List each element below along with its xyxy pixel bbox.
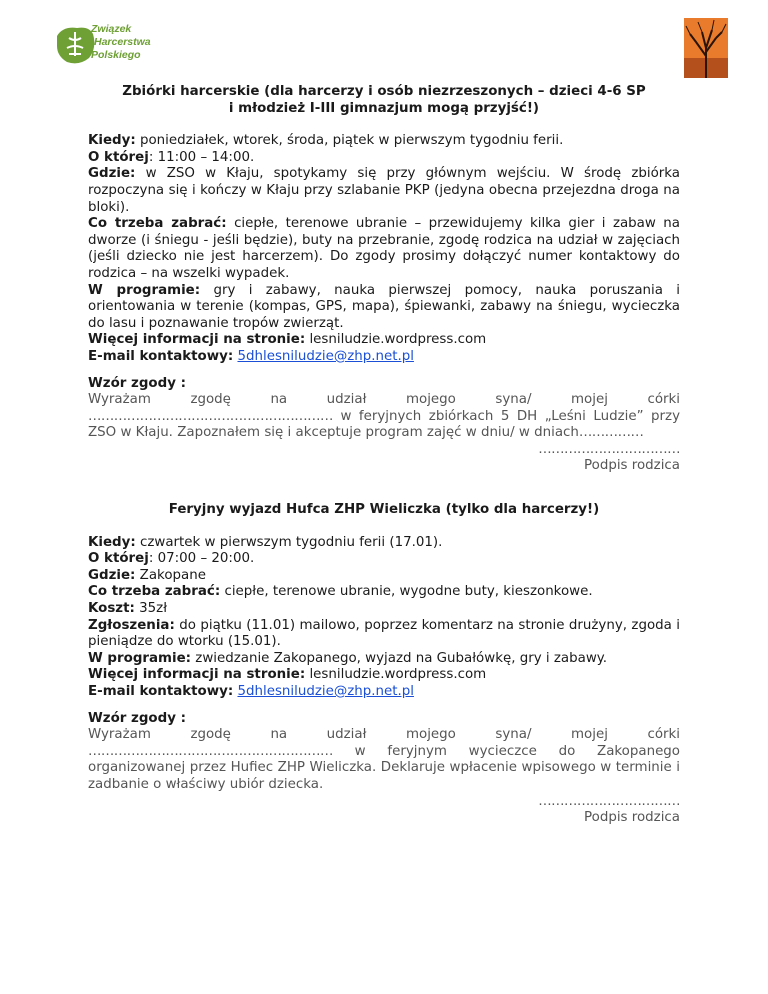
logo-line-2: Harcerstwa [94, 36, 151, 48]
s2-where: Gdzie: Zakopane [88, 567, 206, 583]
s2-time: O której: 07:00 – 20:00. [88, 551, 255, 567]
s2-info: Więcej informacji na stronie: lesniludzie.wordpress.com [88, 667, 487, 683]
s2-cost: Koszt: 35zł [88, 601, 168, 617]
s1-consent-label: Wzór zgody : [88, 375, 186, 391]
zhp-logo [55, 22, 167, 68]
s1-when: Kiedy: poniedziałek, wtorek, środa, piątek w pierwszym tygodniu ferii. [88, 133, 564, 149]
logo-line-3: Polskiego [91, 49, 141, 61]
s1-where: Gdzie: w ZSO w Kłaju, spotykamy się przy głównym wejściu. W środę zbiórka rozpoczyna się i kończy w Kłaju przy szlabanie PKP (jedyna obecna przejezdna droga na bloki). [88, 166, 680, 215]
s1-sign-label: Podpis rodzica [584, 458, 680, 474]
s1-bring: Co trzeba zabrać: ciepłe, terenowe ubranie – przewidujemy kilka gier i zabaw na dworze (i śniegu - jeśli będzie), buty na przebranie, zgodę rodzica na udział w zajęciach (jeśli dziecko nie jest harcerzem). Do zgody prosimy dołączyć numer kontaktowy do rodzica – na wszelki wypadek. [88, 216, 680, 281]
section2-title: Feryjny wyjazd Hufca ZHP Wieliczka (tylko dla harcerzy!) [168, 502, 600, 518]
logo-line-1: Związek [91, 23, 132, 35]
s2-email: E-mail kontaktowy: 5dhlesniludzie@zhp.net.pl [88, 684, 414, 699]
s2-consent-label: Wzór zgody : [88, 710, 186, 726]
s1-sign-dots: …………………………… [538, 441, 680, 457]
s1-time: O której: 11:00 – 14:00. [88, 149, 255, 165]
s2-email-link[interactable]: 5dhlesniludzie@zhp.net.pl [237, 684, 414, 699]
s2-sign-dots: …………………………… [538, 793, 680, 809]
s1-program: W programie: gry i zabawy, nauka pierwszej pomocy, nauka poruszania i orientowania w terenie (kompas, GPS, mapa), śpiewanki, zabawy na śniegu, wycieczka do lasu i poznawanie tropów zwierząt. [88, 282, 680, 331]
section1-title: Zbiórki harcerskie (dla harcerzy i osób niezrzeszonych – dzieci 4-6 SP i młodzież I-III gimnazjum mogą przyjść!) [122, 84, 646, 116]
s1-email-link[interactable]: 5dhlesniludzie@zhp.net.pl [237, 348, 414, 364]
s2-apply: Zgłoszenia: do piątku (11.01) mailowo, poprzez komentarz na stronie drużyny, zgoda i pieniądze do wtorku (15.01). [88, 617, 680, 650]
s1-email: E-mail kontaktowy: 5dhlesniludzie@zhp.net.pl [88, 348, 414, 364]
s2-program: W programie: zwiedzanie Zakopanego, wyjazd na Gubałówkę, gry i zabawy. [88, 650, 608, 666]
s2-consent-text: Wyrażam zgodę na udział mojego syna/ mojej córki ………………………………………………… w feryjnym wycieczce do Zakopanego organizowanej przez Hufiec ZHP Wieliczka. Deklaruje wpłacenie wpisowego w terminie i zadbanie o właściwy ubiór dziecka. [88, 727, 680, 792]
s2-sign-label: Podpis rodzica [584, 810, 680, 826]
s1-info: Więcej informacji na stronie: lesniludzie.wordpress.com [88, 332, 487, 348]
s1-consent-text: Wyrażam zgodę na udział mojego syna/ mojej córki ………………………………………………… w feryjnych zbiórkach 5 DH „Leśni Ludzie” przy ZSO w Kłaju. Zapoznałem się i akceptuje program zajęć w dniu/ w dniach…………… [88, 392, 681, 441]
s2-when: Kiedy: czwartek w pierwszym tygodniu ferii (17.01). [88, 534, 443, 550]
tree-photo [684, 18, 728, 78]
document-body [88, 84, 680, 827]
s2-bring: Co trzeba zabrać: ciepłe, terenowe ubranie, wygodne buty, kieszonkowe. [88, 584, 593, 600]
